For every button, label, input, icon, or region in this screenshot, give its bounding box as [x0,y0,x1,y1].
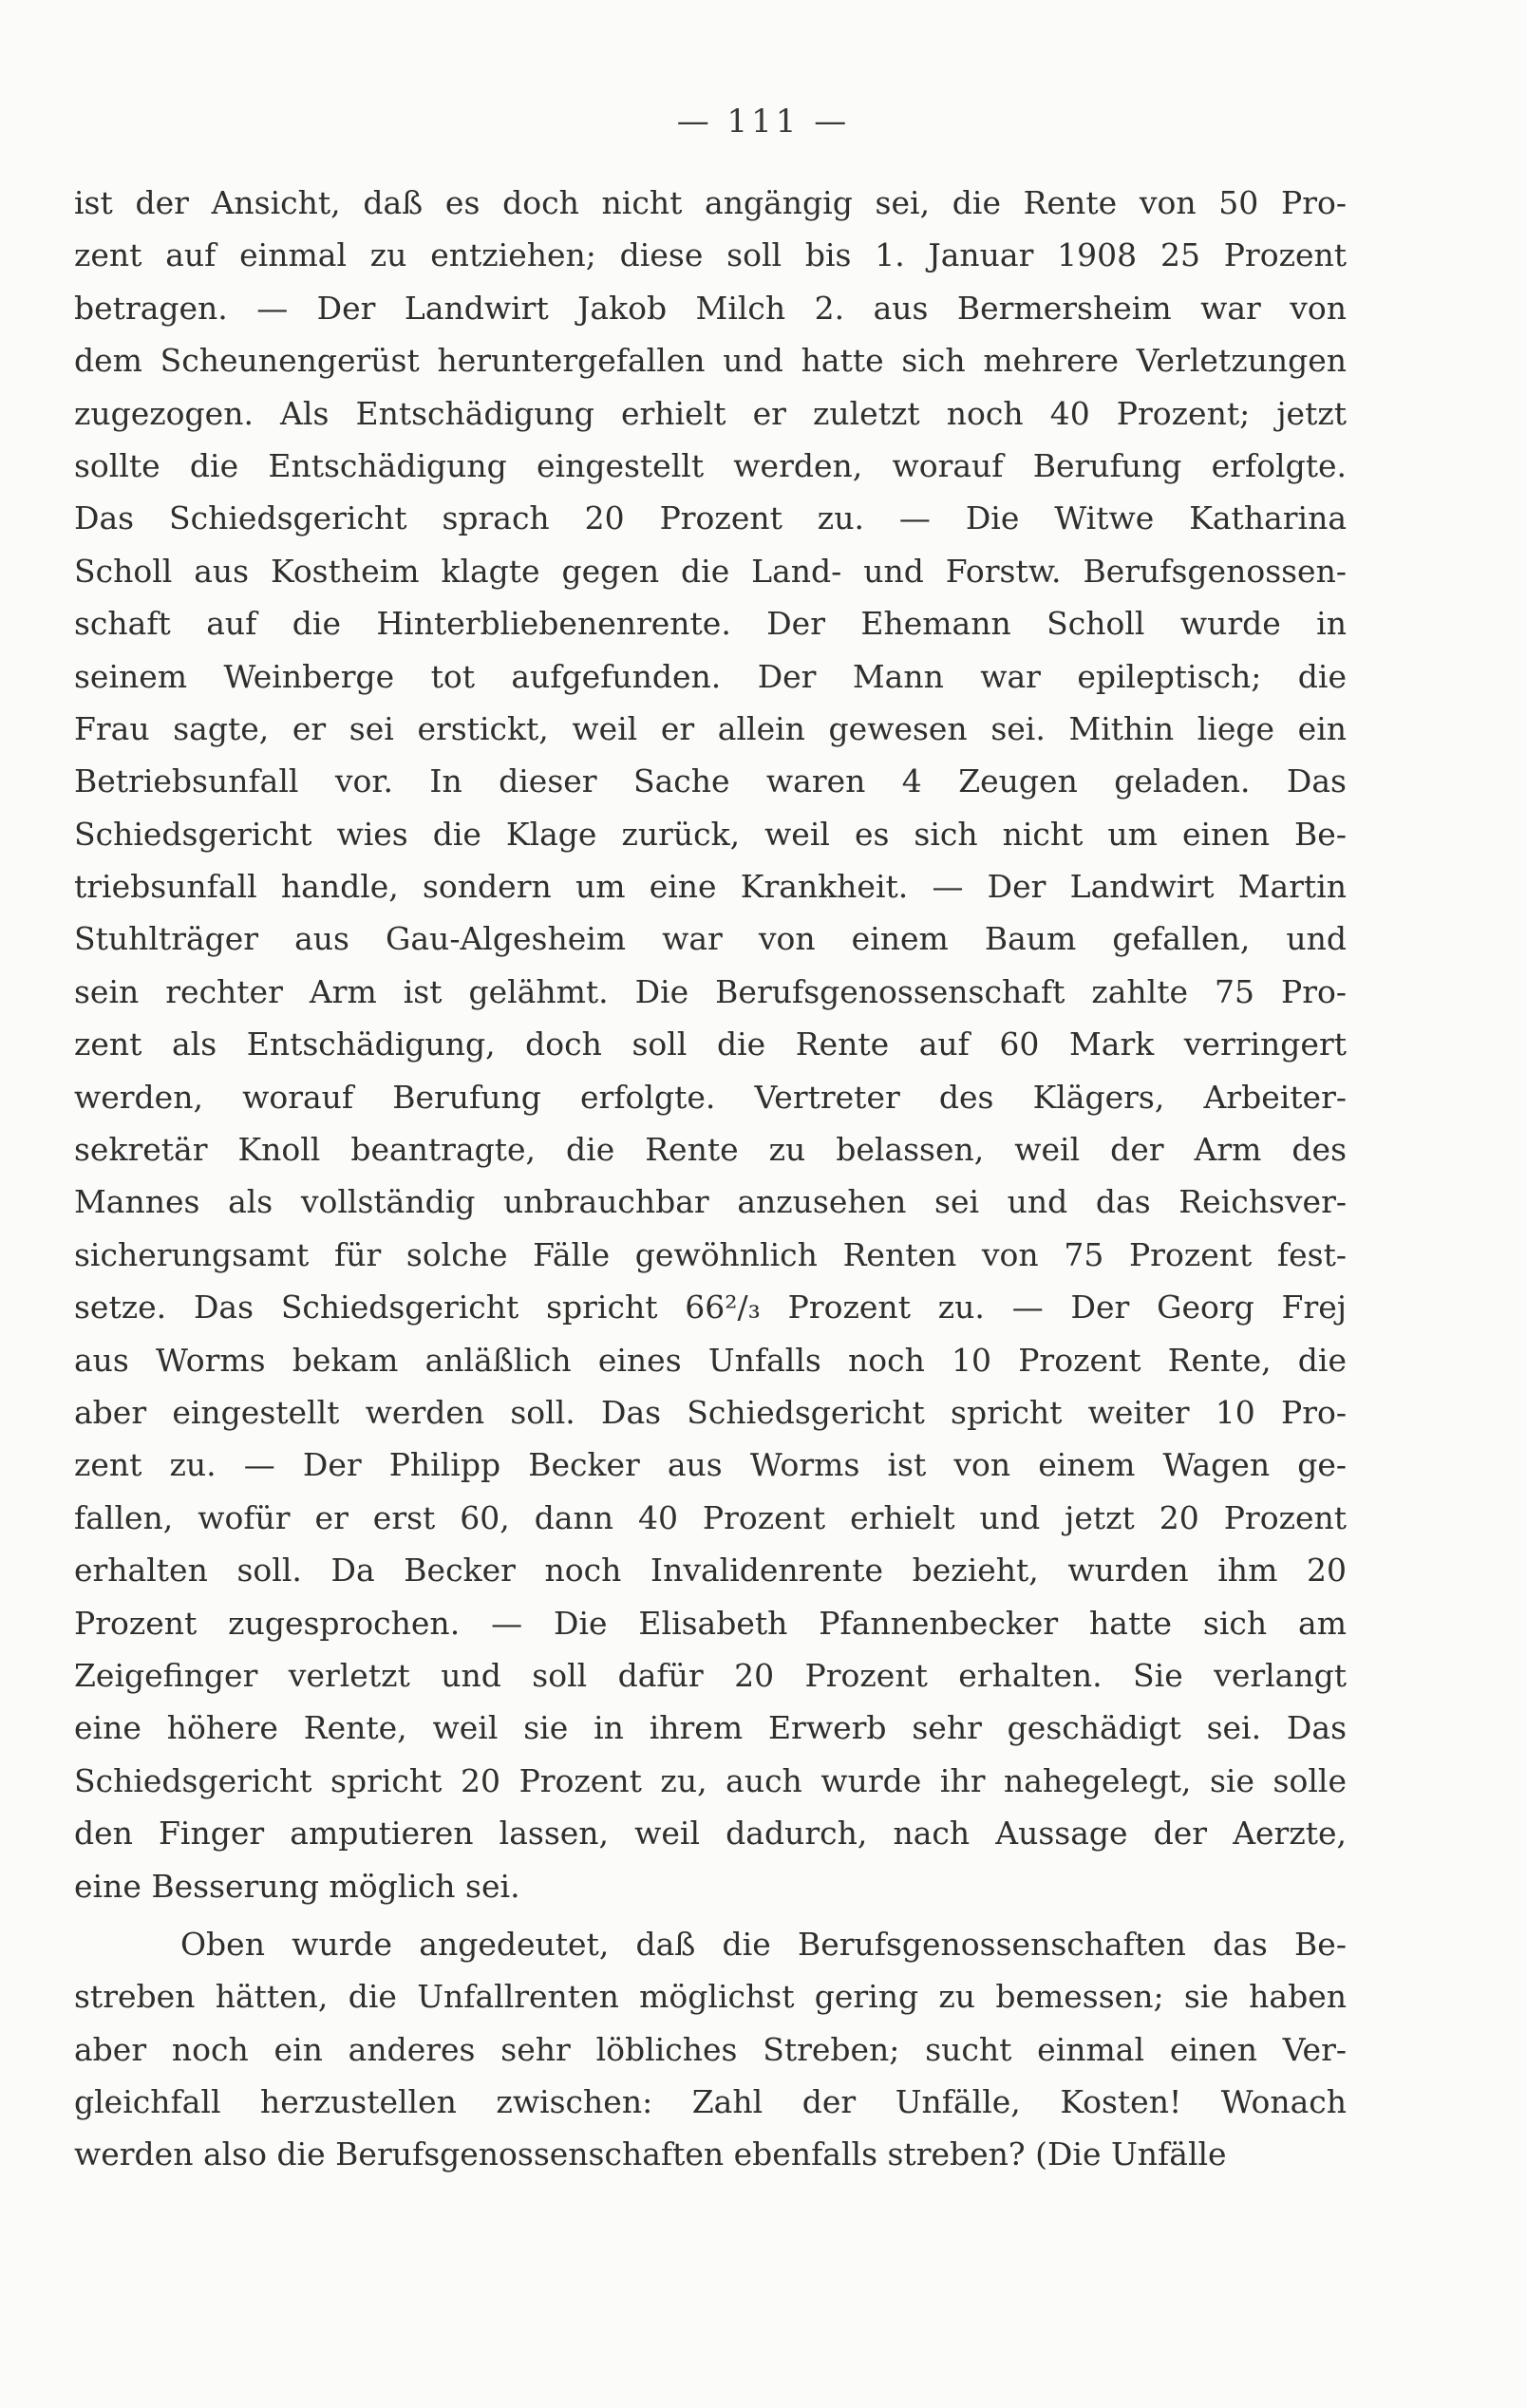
text-line: Betriebsunfall vor. In dieser Sache waren 4 Zeugen geladen. Das [74,762,1347,800]
text-line: sekretär Knoll beantragte, die Rente zu belassen, weil der Arm des [74,1131,1347,1169]
text-line: fallen, wofür er erst 60, dann 40 Prozent erhielt und jetzt 20 Prozent [74,1498,1347,1536]
text-line: schaft auf die Hinterbliebenenrente. Der Ehemann Scholl wurde in [74,605,1347,643]
text-line: sollte die Entschädigung eingestellt werden, worauf Berufung erfolgte. [74,446,1347,484]
text-line: aus Worms bekam anläßlich eines Unfalls noch 10 Prozent Rente, die [74,1341,1347,1379]
text-line: eine höhere Rente, weil sie in ihrem Erwerb sehr geschädigt sei. Das [74,1709,1347,1747]
text-line: gleichfall herzustellen zwischen: Zahl der Unfälle, Kosten! Wonach [74,2083,1347,2121]
paragraph-2 [74,1918,1347,2181]
text-line: aber noch ein anderes sehr löbliches Streben; sucht einmal einen Ver- [74,2030,1347,2068]
text-line: ist der Ansicht, daß es doch nicht angängig sei, die Rente von 50 Pro- [74,184,1347,221]
text-line: zugezogen. Als Entschädigung erhielt er zuletzt noch 40 Prozent; jetzt [74,394,1347,432]
text-line: triebsunfall handle, sondern um eine Krankheit. — Der Landwirt Martin [74,868,1347,906]
text-line: setze. Das Schiedsgericht spricht 66²/₃ Prozent zu. — Der Georg Frej [74,1289,1347,1326]
text-line: Prozent zugesprochen. — Die Elisabeth Pfannenbecker hatte sich am [74,1604,1347,1642]
text-line: Das Schiedsgericht sprach 20 Prozent zu. — Die Witwe Katharina [74,499,1347,537]
text-line: Schiedsgericht wies die Klage zurück, weil es sich nicht um einen Be- [74,815,1347,853]
text-line: werden also die Berufsgenossenschaften ebenfalls streben? (Die Unfälle [74,2135,1227,2173]
text-line: den Finger amputieren lassen, weil dadurch, nach Aussage der Aerzte, [74,1815,1347,1853]
text-line: aber eingestellt werden soll. Das Schiedsgericht spricht weiter 10 Pro- [74,1393,1347,1431]
text-line: sein rechter Arm ist gelähmt. Die Berufsgenossenschaft zahlte 75 Pro- [74,972,1347,1010]
text-line: Schiedsgericht spricht 20 Prozent zu, auch wurde ihr nahegelegt, sie solle [74,1761,1347,1799]
text-line: zent zu. — Der Philipp Becker aus Worms ist von einem Wagen ge- [74,1446,1347,1484]
text-line: Zeigefinger verletzt und soll dafür 20 Prozent erhalten. Sie verlangt [74,1656,1347,1694]
page-number: — 111 — [676,103,851,141]
body-text [74,177,1347,2181]
text-line: seinem Weinberge tot aufgefunden. Der Mann war epileptisch; die [74,657,1347,695]
text-line: sicherungsamt für solche Fälle gewöhnlich Renten von 75 Prozent fest- [74,1235,1347,1273]
text-line: Scholl aus Kostheim klagte gegen die Land- und Forstw. Berufsgenossen- [74,552,1347,590]
text-line: werden, worauf Berufung erfolgte. Vertreter des Klägers, Arbeiter- [74,1078,1347,1116]
text-line: erhalten soll. Da Becker noch Invalidenrente bezieht, wurden ihm 20 [74,1552,1347,1590]
text-line: Stuhlträger aus Gau-Algesheim war von einem Baum gefallen, und [74,920,1347,958]
text-line: streben hätten, die Unfallrenten möglichst gering zu bemessen; sie haben [74,1978,1347,2016]
text-line: betragen. — Der Landwirt Jakob Milch 2. aus Bermersheim war von [74,289,1347,327]
text-line: Frau sagte, er sei erstickt, weil er allein gewesen sei. Mithin liege ein [74,709,1347,747]
paragraph-1 [74,177,1347,1912]
text-line: zent auf einmal zu entziehen; diese soll bis 1. Januar 1908 25 Prozent [74,236,1347,274]
text-line: Oben wurde angedeutet, daß die Berufsgenossenschaften das Be- [180,1925,1347,1963]
text-line: zent als Entschädigung, doch soll die Rente auf 60 Mark verringert [74,1025,1347,1063]
text-line: eine Besserung möglich sei. [74,1867,520,1905]
text-line: dem Scheunengerüst heruntergefallen und hatte sich mehrere Verletzungen [74,342,1347,380]
text-line: Mannes als vollständig unbrauchbar anzusehen sei und das Reichsver- [74,1183,1347,1221]
